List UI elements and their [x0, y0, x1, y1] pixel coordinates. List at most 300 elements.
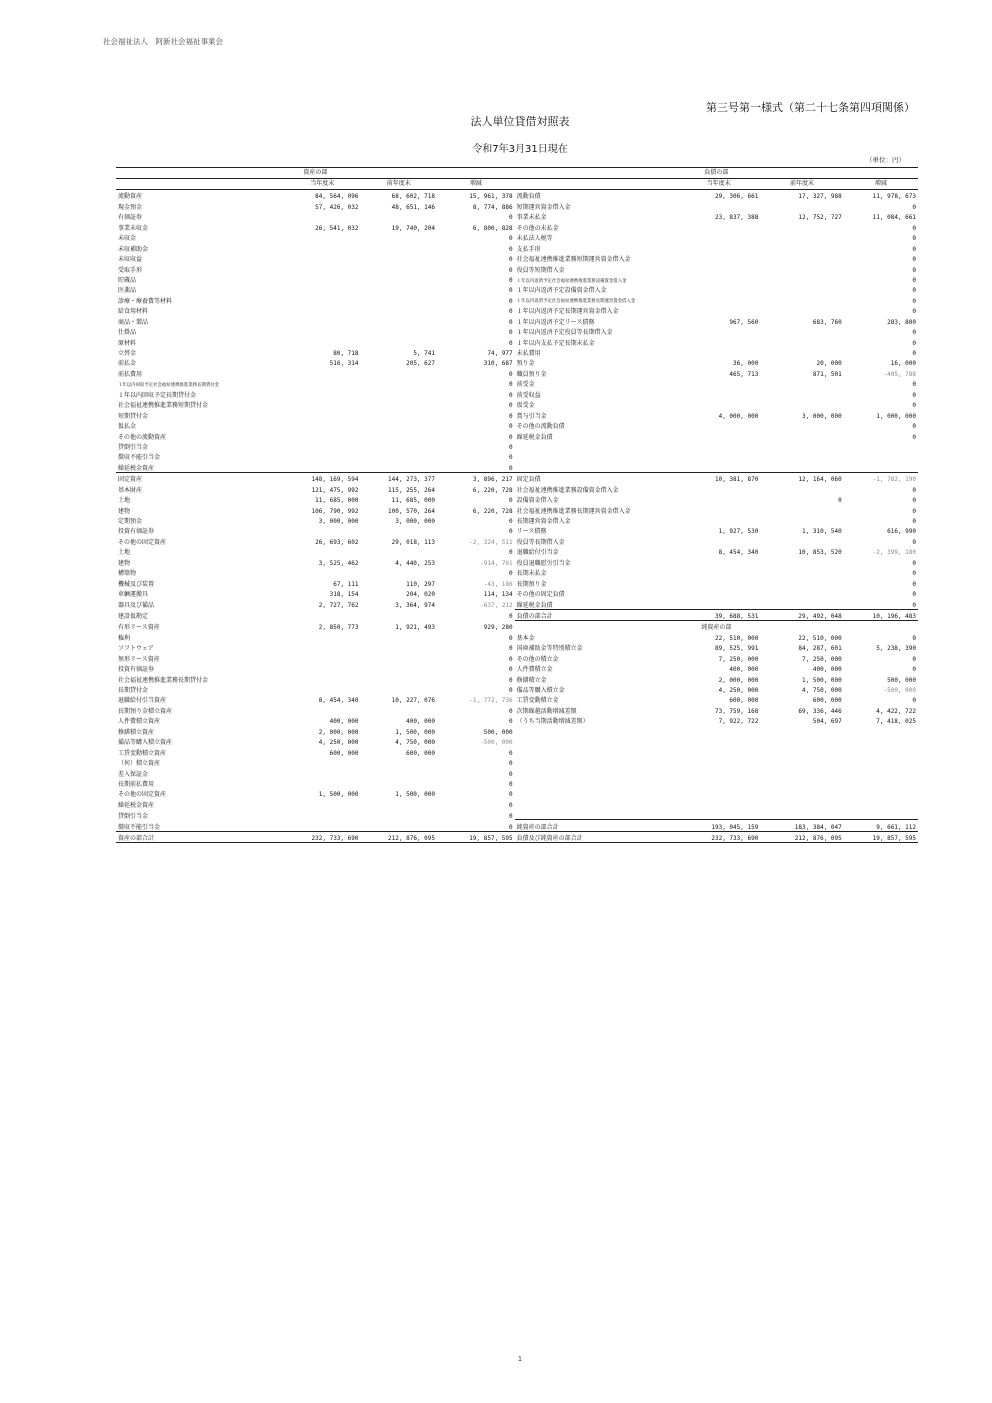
liability-previous-value [760, 284, 843, 294]
asset-current-value [284, 704, 360, 714]
liability-current-value [677, 535, 760, 545]
asset-current-value [284, 652, 360, 662]
asset-item-label: 貸倒引当金 [118, 812, 149, 820]
asset-item-label: 基本財産 [118, 486, 143, 494]
liability-change-value: 0 [912, 235, 916, 243]
liability-previous-value [760, 598, 843, 609]
asset-change-value: 0 [509, 666, 513, 674]
liability-item-label: 前受収益 [516, 391, 541, 399]
liability-change-value: -500, 000 [883, 687, 916, 694]
asset-current-value [284, 820, 360, 831]
asset-change-value: 0 [509, 297, 513, 305]
asset-current-value [284, 609, 360, 620]
liability-current-value [677, 483, 760, 493]
asset-item-label: （何）積立資産 [118, 760, 161, 768]
table-row [116, 494, 918, 504]
asset-item-label: 資産の部合計 [116, 831, 284, 842]
liability-previous-value: 871, 501 [812, 370, 842, 378]
liability-previous-value: 7, 250, 000 [802, 655, 842, 663]
asset-item-label: 現金預金 [118, 203, 143, 211]
asset-previous-value: 1, 500, 000 [395, 728, 435, 736]
asset-current-value: 8, 454, 340 [318, 697, 359, 705]
liability-change-value: 0 [912, 433, 916, 441]
asset-previous-value: 48, 651, 146 [391, 203, 435, 211]
asset-item-label: 繰延税金資産 [118, 464, 155, 472]
liability-current-value [677, 305, 760, 315]
asset-change-value: 0 [509, 655, 513, 663]
liability-change-value: 1, 000, 000 [876, 412, 916, 420]
liability-change-value [844, 767, 918, 777]
liabilities-change-header: 増減 [844, 179, 918, 190]
liability-item-label: 支払手形 [516, 245, 541, 253]
table-row [116, 190, 918, 201]
liability-change-value: 11, 084, 661 [872, 214, 916, 222]
liability-item-label: 社会福祉連携推進業務短期運営資金借入金 [516, 256, 631, 264]
asset-change-value: 6, 220, 728 [472, 486, 513, 494]
asset-previous-value [361, 430, 437, 440]
asset-current-value [284, 684, 360, 694]
asset-current-value [284, 378, 360, 388]
asset-previous-value [361, 263, 437, 273]
asset-previous-value: 3, 364, 974 [395, 602, 435, 609]
liability-change-value: 0 [912, 655, 916, 663]
liability-change-value: -1, 782, 190 [844, 472, 918, 483]
liability-previous-value [760, 577, 843, 587]
liabilities-label-header [515, 179, 677, 190]
liability-item-label: 社会福祉連携推進業務長期運営資金借入金 [516, 507, 631, 515]
table-row [116, 461, 918, 472]
liability-item-label: １年以内返済予定社会福祉連携推進業務長期運営資金借入金 [516, 299, 636, 305]
asset-previous-value: 19, 740, 204 [391, 224, 435, 232]
liability-current-value: 10, 381, 870 [677, 472, 760, 483]
asset-item-label: 原材料 [118, 339, 137, 347]
liability-change-value: 0 [912, 308, 916, 316]
unit-label: （単位：円） [866, 156, 905, 164]
table-row [116, 725, 918, 735]
liability-change-value [844, 725, 918, 735]
asset-current-value: 11, 685, 000 [315, 497, 359, 505]
liability-item-label: 事業未払金 [516, 214, 547, 222]
asset-item-label: 有形リース資産 [118, 624, 160, 632]
asset-change-value: -914, 791 [480, 559, 513, 567]
table-row [116, 577, 918, 587]
liability-change-value: 0 [912, 297, 916, 305]
liability-current-value [677, 420, 760, 430]
liability-item-label: その他の固定負債 [516, 591, 565, 599]
table-row [116, 504, 918, 514]
asset-item-label: 器具及び備品 [118, 602, 155, 609]
liability-previous-value: 12, 164, 060 [760, 472, 843, 483]
liability-item-label: 流動負債 [515, 190, 677, 201]
asset-item-label: 固定資産 [116, 472, 284, 483]
liability-item-label: 設備資金借入金 [516, 497, 559, 505]
asset-current-value: 106, 790, 992 [311, 507, 359, 515]
liability-change-value: 0 [912, 203, 916, 211]
document-title: 法人単位貸借対照表 [470, 115, 570, 128]
liability-current-value [677, 326, 760, 336]
liability-current-value [677, 504, 760, 514]
liability-current-value [677, 451, 760, 461]
asset-previous-value [361, 704, 437, 714]
asset-previous-value: 1, 500, 000 [395, 791, 435, 799]
table-row [116, 831, 918, 842]
liability-previous-value [760, 556, 843, 566]
asset-change-value: -43, 186 [483, 580, 513, 588]
liability-change-value [844, 798, 918, 808]
asset-item-label: 長期前払費用 [118, 780, 155, 788]
asset-change-value: 0 [509, 329, 513, 337]
asset-current-value [284, 441, 360, 451]
liability-change-value: 0 [912, 518, 916, 525]
asset-item-label: 未収収益 [118, 256, 143, 264]
asset-previous-value [361, 305, 437, 315]
liability-previous-value [760, 504, 843, 514]
liability-change-value [844, 788, 918, 798]
asset-previous-value [361, 315, 437, 325]
asset-current-value [284, 253, 360, 263]
asset-item-label: 診療・療養費等材料 [118, 297, 173, 305]
liability-change-value: 16, 000 [890, 360, 916, 368]
asset-current-value [284, 461, 360, 472]
liability-current-value: 4, 000, 000 [718, 412, 759, 420]
asset-item-label: 機械及び装置 [118, 580, 155, 588]
asset-current-value: 400, 000 [329, 718, 359, 726]
asset-item-label: 定期預金 [118, 518, 143, 525]
liability-previous-value [760, 788, 843, 798]
asset-item-label: 未収金 [118, 235, 137, 243]
liability-previous-value: 29, 492, 048 [760, 609, 843, 620]
liability-item-label: 修繕積立金 [516, 676, 547, 684]
table-row [116, 221, 918, 231]
liability-previous-value [760, 305, 843, 315]
liability-current-value [677, 378, 760, 388]
liability-change-value: 11, 978, 673 [844, 190, 918, 201]
table-row [116, 673, 918, 683]
table-row [116, 211, 918, 221]
table-row [116, 347, 918, 357]
table-row [116, 441, 918, 451]
asset-previous-value [361, 242, 437, 252]
asset-change-value: 0 [509, 823, 513, 831]
asset-previous-value: 68, 602, 718 [361, 190, 437, 201]
table-row [116, 284, 918, 294]
liability-previous-value: 84, 287, 601 [798, 645, 842, 653]
liability-item-label: 未払費用 [516, 350, 541, 357]
liability-item-label: 前受金 [516, 381, 535, 389]
liability-change-value: 10, 196, 483 [844, 609, 918, 620]
liability-previous-value [760, 725, 843, 735]
liability-previous-value: 17, 327, 988 [760, 190, 843, 201]
table-row [116, 294, 918, 304]
asset-change-value: 0 [509, 339, 513, 347]
asset-current-value: 2, 727, 762 [318, 602, 359, 609]
asset-change-value: 500, 000 [483, 728, 513, 736]
table-row [116, 778, 918, 788]
liability-current-value [677, 430, 760, 440]
asset-change-value: 0 [509, 464, 513, 472]
liability-change-value: 283, 800 [887, 318, 916, 326]
liability-current-value [677, 200, 760, 210]
asset-item-label: 前払費用 [118, 370, 143, 378]
liability-previous-value: 22, 510, 000 [798, 634, 842, 642]
liability-previous-value [760, 515, 843, 525]
liability-item-label: （うち当期活動増減差額） [516, 718, 589, 726]
asset-current-value [284, 242, 360, 252]
asset-current-value [284, 315, 360, 325]
liability-change-value: 0 [912, 580, 916, 588]
asset-item-label: その他の固定資産 [118, 538, 167, 546]
liability-current-value [677, 577, 760, 587]
liability-previous-value [760, 200, 843, 210]
liability-change-value [844, 461, 918, 472]
asset-change-value: 0 [509, 318, 513, 326]
liability-current-value: 39, 688, 531 [677, 609, 760, 620]
liability-current-value [677, 494, 760, 504]
asset-item-label: 事業未収金 [118, 224, 149, 232]
liability-current-value [677, 263, 760, 273]
liability-item-label: リース債務 [516, 528, 547, 536]
liability-item-label: １年以内返済予定役員等長期借入金 [516, 329, 613, 337]
liability-previous-value: 1, 500, 000 [802, 676, 842, 684]
asset-current-value [284, 367, 360, 377]
liability-change-value [844, 757, 918, 767]
liability-item-label: 次期繰越活動増減差額 [516, 707, 577, 715]
liability-item-label: 短期運営資金借入金 [516, 203, 571, 211]
table-row [116, 200, 918, 210]
liability-item-label: 預り金 [516, 360, 535, 368]
table-row [116, 820, 918, 831]
asset-previous-value [361, 525, 437, 535]
liability-current-value [677, 515, 760, 525]
asset-change-value: 3, 896, 217 [437, 472, 515, 483]
asset-change-value: 310, 687 [483, 360, 513, 368]
asset-previous-value [361, 420, 437, 430]
asset-previous-value [361, 631, 437, 641]
liability-previous-value [760, 420, 843, 430]
liability-change-value: 0 [912, 666, 916, 674]
liability-item-label: 純資産の部合計 [515, 820, 677, 831]
liability-change-value [844, 736, 918, 746]
liability-item-label [515, 746, 677, 756]
asset-current-value [284, 274, 360, 284]
asset-item-label: 仮払金 [118, 423, 137, 431]
liability-item-label: １年以内返済予定社会福祉連携推進業務設備資金借入金 [516, 278, 627, 284]
liabilities-previous-header: 前年度末 [760, 179, 843, 190]
asset-item-label: 投資有価証券 [118, 666, 155, 674]
asset-current-value [284, 409, 360, 419]
asset-item-label: 社会福祉連携推進業務長期貸付金 [118, 676, 209, 684]
liability-previous-value [760, 274, 843, 284]
asset-item-label: 立替金 [118, 350, 137, 357]
liability-current-value: 1, 927, 530 [718, 528, 759, 536]
asset-previous-value [361, 798, 437, 808]
asset-change-value: 0 [509, 707, 513, 715]
asset-item-label: 仕掛品 [118, 329, 137, 337]
liability-previous-value: 504, 697 [812, 718, 842, 726]
asset-current-value: 57, 426, 032 [315, 203, 359, 211]
liability-current-value: 4, 250, 000 [718, 687, 759, 694]
asset-current-value [284, 525, 360, 535]
liability-item-label: １年以内返済予定設備資金借入金 [516, 287, 607, 295]
assets-section-header: 資産の部 [116, 168, 515, 179]
liability-change-value [844, 809, 918, 820]
asset-current-value [284, 546, 360, 556]
liability-change-value: 616, 990 [887, 528, 916, 536]
asset-current-value [284, 451, 360, 461]
liabilities-section-header: 負債の部 [515, 168, 918, 179]
asset-change-value: 6, 220, 728 [472, 507, 513, 515]
assets-previous-header: 前年度末 [361, 179, 437, 190]
asset-change-value: 0 [509, 791, 513, 799]
asset-change-value: 0 [509, 433, 513, 441]
asset-change-value: 6, 800, 828 [472, 224, 513, 232]
liability-current-value [677, 556, 760, 566]
asset-previous-value [361, 409, 437, 419]
asset-previous-value [361, 546, 437, 556]
table-row [116, 588, 918, 598]
asset-item-label: 繰延税金資産 [118, 801, 155, 809]
liability-current-value: 232, 733, 690 [677, 831, 760, 842]
asset-previous-value [361, 441, 437, 451]
liability-item-label: 人件費積立金 [516, 666, 553, 674]
asset-item-label: 徴収不能引当金 [118, 454, 161, 462]
asset-current-value: 318, 154 [329, 591, 359, 599]
asset-current-value [284, 430, 360, 440]
liability-previous-value: 3, 000, 000 [802, 412, 842, 420]
liability-change-value: 0 [912, 697, 916, 705]
table-row [116, 420, 918, 430]
asset-current-value [284, 263, 360, 273]
asset-previous-value [361, 451, 437, 461]
liability-item-label: その他の流動負債 [516, 423, 565, 431]
asset-previous-value [361, 663, 437, 673]
asset-change-value: 0 [509, 214, 513, 222]
asset-change-value: 0 [509, 497, 513, 505]
liability-change-value: 0 [912, 256, 916, 264]
liability-previous-value [760, 347, 843, 357]
liability-item-label: 固定負債 [515, 472, 677, 483]
liability-current-value [677, 767, 760, 777]
liability-item-label: 備品等購入積立金 [516, 687, 565, 694]
asset-current-value: 148, 169, 594 [284, 472, 360, 483]
asset-current-value [284, 798, 360, 808]
table-row [116, 388, 918, 398]
asset-current-value [284, 232, 360, 242]
table-row [116, 767, 918, 777]
liability-current-value: 2, 000, 000 [718, 676, 759, 684]
liability-previous-value [760, 483, 843, 493]
asset-previous-value: 29, 018, 113 [391, 538, 435, 546]
asset-item-label: 無形リース資産 [118, 655, 160, 663]
table-row [116, 367, 918, 377]
liability-item-label: 長期預り金 [516, 580, 547, 588]
asset-item-label: 修繕積立資産 [118, 728, 155, 736]
liability-current-value [677, 461, 760, 472]
asset-current-value: 4, 250, 000 [318, 739, 359, 747]
liability-item-label: 仮受金 [516, 402, 535, 410]
liability-change-value: 0 [912, 601, 916, 609]
liability-previous-value [760, 399, 843, 409]
table-row [116, 535, 918, 545]
liability-current-value: 7, 250, 000 [718, 655, 759, 663]
liability-previous-value [760, 388, 843, 398]
asset-current-value [284, 642, 360, 652]
table-row [116, 409, 918, 419]
table-row [116, 378, 918, 388]
liability-item-label: 繰延税金負債 [516, 601, 553, 609]
table-row [116, 556, 918, 566]
liability-change-value: 0 [912, 329, 916, 337]
liability-change-value [844, 746, 918, 756]
liability-item-label: 未払法人税等 [516, 235, 553, 243]
liability-change-value: 9, 661, 112 [844, 820, 918, 831]
liability-previous-value: 4, 750, 000 [802, 687, 842, 694]
liability-change-value: -2, 399, 180 [872, 549, 916, 557]
table-row [116, 715, 918, 725]
assets-change-header: 増減 [437, 179, 515, 190]
asset-change-value: 0 [509, 308, 513, 316]
asset-item-label: その他の固定資産 [118, 791, 167, 799]
table-row [116, 242, 918, 252]
asset-previous-value [361, 567, 437, 577]
liability-change-value: 0 [912, 497, 916, 505]
asset-previous-value [361, 820, 437, 831]
liability-change-value: 0 [912, 266, 916, 274]
liability-item-label: 繰延税金負債 [516, 433, 553, 441]
asset-previous-value: 4, 750, 000 [395, 739, 435, 747]
liability-current-value [677, 253, 760, 263]
asset-current-value [284, 663, 360, 673]
liability-item-label: 国庫補助金等特別積立金 [516, 645, 583, 653]
asset-change-value: -637, 212 [480, 602, 513, 609]
liability-current-value: 7, 922, 722 [718, 718, 759, 726]
liability-previous-value [760, 767, 843, 777]
liability-item-label [515, 767, 677, 777]
table-row [116, 399, 918, 409]
liability-previous-value [760, 461, 843, 472]
asset-previous-value [361, 461, 437, 472]
liability-previous-value [760, 451, 843, 461]
liability-item-label [515, 778, 677, 788]
asset-previous-value [361, 232, 437, 242]
asset-item-label: 未収補助金 [118, 245, 149, 253]
asset-previous-value: 144, 273, 377 [361, 472, 437, 483]
assets-current-header: 当年度末 [284, 179, 360, 190]
liability-previous-value [760, 567, 843, 577]
table-row [116, 525, 918, 535]
liability-item-label: 社会福祉連携推進業務設備資金借入金 [516, 486, 619, 494]
liability-previous-value [760, 430, 843, 440]
asset-current-value: 516, 314 [329, 360, 359, 368]
page-number: 1 [517, 1355, 523, 1363]
asset-item-label: 備品等購入積立資産 [118, 739, 173, 747]
liability-current-value [677, 567, 760, 577]
liability-current-value: 22, 510, 000 [714, 634, 759, 642]
liability-current-value: 400, 000 [729, 666, 759, 674]
asset-item-label: 商品・製品 [118, 318, 149, 326]
asset-current-value [284, 305, 360, 315]
asset-change-value: 15, 961, 378 [437, 190, 515, 201]
liability-previous-value [760, 778, 843, 788]
liability-previous-value [760, 736, 843, 746]
asset-previous-value [361, 767, 437, 777]
asset-previous-value: 100, 570, 264 [388, 507, 435, 515]
liability-item-label: その他の積立金 [516, 655, 559, 663]
asset-previous-value [361, 284, 437, 294]
asset-current-value: 80, 718 [333, 350, 359, 357]
liability-current-value [677, 274, 760, 284]
table-row [116, 515, 918, 525]
